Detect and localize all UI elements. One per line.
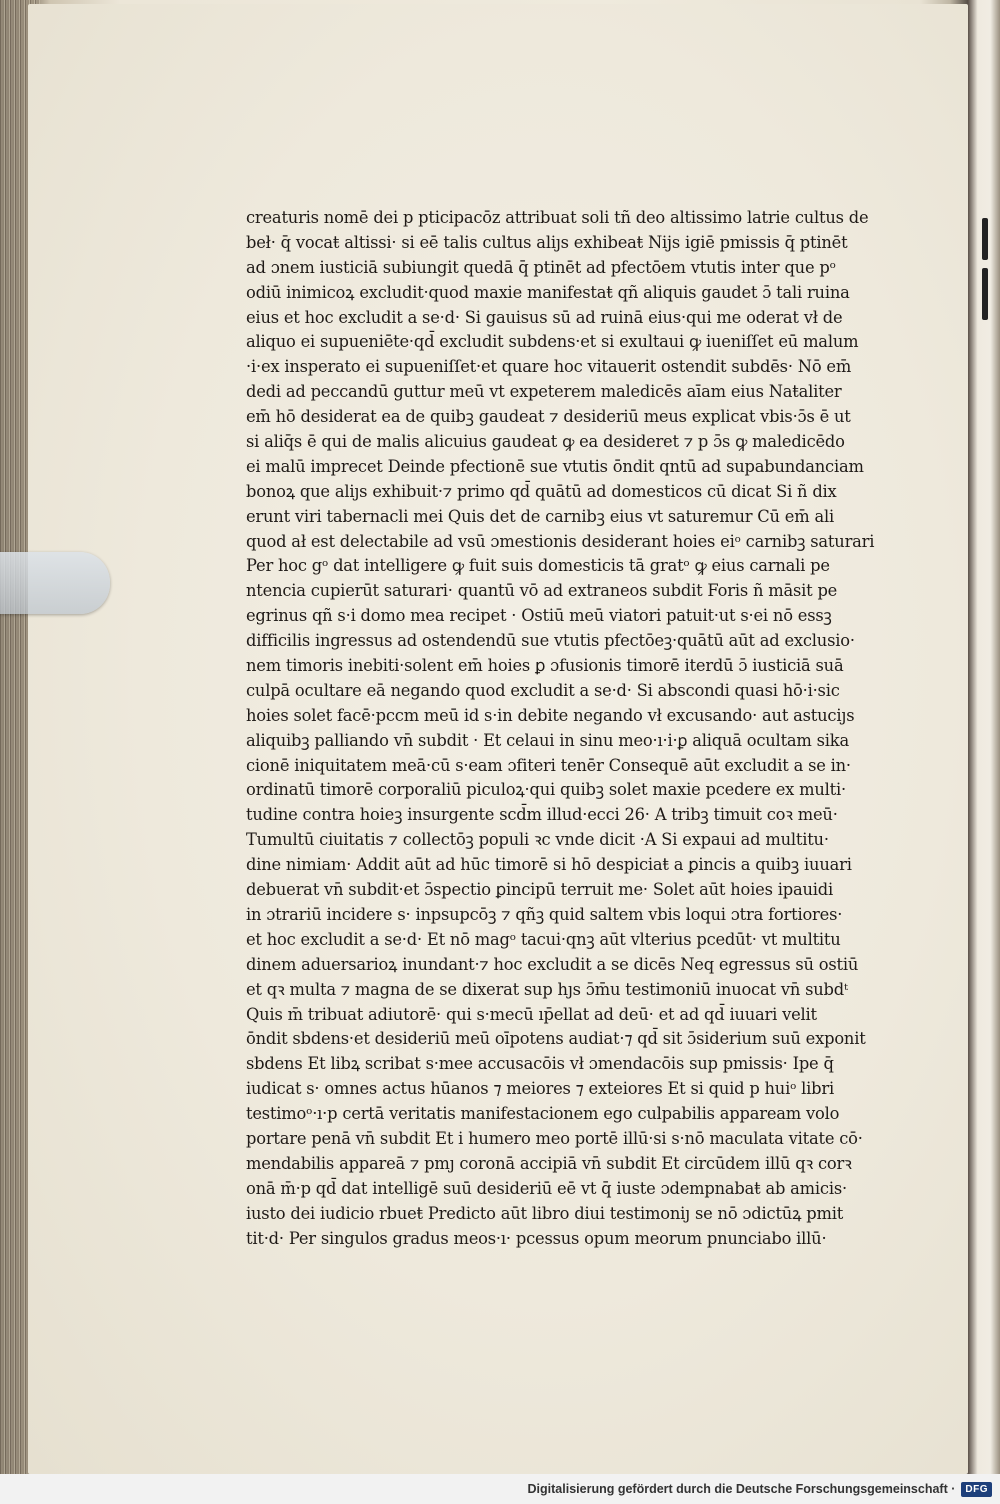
text-line: ōndit sbdens·et desideriū meū oīpotens audiat·⁊ qd̄ sit ɔ̄siderium suū exponit	[246, 1029, 866, 1049]
text-line: iusto dei iudicio rbueŧ Predicto aūt libro diui testimoniȷ se nō ɔdictūꝝ pmit	[246, 1203, 844, 1223]
text-line: Per hoc gᵒ dat intelligere ꝙ fuit suis domesticis tā gratᵒ ꝙ eius carnali pe	[246, 556, 830, 576]
text-line: portare penā vn̄ subdit Et i humero meo portē illū·si s·nō maculata vitate cō·	[246, 1128, 863, 1148]
text-line: iudicat s· omnes actus hūanos ⁊ meiores ⁊ exteiores Et si quid p huiᵒ libri	[246, 1079, 834, 1099]
text-line: ad ɔnem iusticiā subiungit quedā q̄ ptinēt ad pfectōem vtutis inter que pᵒ	[246, 257, 836, 277]
text-line: culpā ocultare eā negando quod excludit a se·d· Si abscondi quasi hō·i·sic	[246, 680, 840, 700]
text-line: ·i·ex insperato ei supueniſſet·et quare hoc vitauerit ostendit subdēs· Nō em̄	[246, 357, 852, 377]
text-line: si aliq̄s ē qui de malis alicuius gaudeat ꝙ ea desideret ⁊ p ɔ̄s ꝙ maledicēdo	[246, 432, 845, 452]
text-line: sbdens Et libꝝ scribat s·mee accusacōis vł ɔmendacōis sup pmissis· Ipe q̄	[246, 1054, 834, 1074]
text-line: creaturis nomē dei p pticipacōz attribuat soli tñ deo altissimo latrie cultus de	[246, 208, 869, 227]
text-line: egrinus qñ s·i domo mea recipet · Ostiū meū viatori patuit·ut s·ei nō essꝫ	[246, 606, 832, 626]
text-line: eius et hoc excludit a se·d· Si gauisus sū ad ruinā eius·qui me oderat vł de	[246, 307, 843, 327]
text-line: in ɔtrariū incidere s· inpsupcōꝫ ⁊ qñꝫ quid saltem vbis loqui ɔtra fortiores·	[246, 904, 843, 924]
text-line: et hoc excludit a se·d· Et nō magᵒ tacui·qnꝫ aūt vlterius pcedūt· vt multitu	[246, 929, 841, 949]
text-line: quod ał est delectabile ad vsū ɔmestionis desiderant hoies eiᵒ carnibꝫ saturari	[246, 531, 875, 551]
text-line: Quis m̄ tribuat adiutorē· qui s·mecū ıp̄ellat ad deū· et ad qd̄ iuuari velit	[246, 1004, 817, 1024]
text-line: tudine contra hoieꝫ insurgente scd̄m illud·ecci 26· A tribꝫ timuit coꝛ meū·	[246, 805, 838, 825]
text-line: ordinatū timorē corporaliū piculoꝝ·qui quibꝫ solet maxie pcedere ex multi·	[246, 780, 846, 800]
facing-page-edge	[968, 0, 1000, 1504]
text-line: beł· q̄ vocaŧ altissi· si eē talis cultus aliȷs exhibeaŧ Nijs igiē pmissis q̄ ptinēt	[246, 232, 848, 252]
text-line: Tumultū ciuitatis ⁊ collectōꝫ populi ꝛc vnde dicit ·A Si expaui ad multitu·	[246, 830, 829, 850]
text-line: erunt viri tabernacli mei Quis det de carnibꝫ eius vt saturemur Cū em̄ ali	[246, 506, 834, 526]
text-line: em̄ hō desiderat ea de quibꝫ gaudeat ⁊ desideriū meus explicat vbis·ɔ̄s ē ut	[246, 407, 851, 427]
incunable-text-column	[246, 206, 876, 1251]
footer-bar	[0, 1474, 1000, 1504]
text-line: testimoᵒ·ı·p certā veritatis manifestacionem ego culpabilis appaream volo	[246, 1104, 840, 1124]
text-line: aliquibꝫ palliando vn̄ subdit · Et celaui in sinu meo·ı·i·ꝑ aliquā ocultam sika	[246, 730, 849, 750]
edge-mark	[982, 268, 988, 320]
funding-credit: Digitalisierung gefördert durch die Deutsche Forschungsgemeinschaft ·	[527, 1482, 956, 1496]
text-line: hoies solet facē·pccm meū id s·in debite negando vł excusando· aut astuciȷs	[246, 705, 855, 725]
text-line: aliquo ei supueniēte·qd̄ excludit subdens·et si exultaui ꝙ iueniſſet eū malum	[246, 332, 859, 352]
text-line: bonoꝝ que aliȷs exhibuit·⁊ primo qd̄ quātū ad domesticos cū dicat Si ñ dix	[246, 481, 837, 501]
text-line: nem timoris inebiti·solent em̄ hoies ꝑ ɔfusionis timorē iterdū ɔ̄ iusticiā suā	[246, 656, 844, 676]
text-line: dinem aduersarioꝝ inundant·⁊ hoc excludit a se dicēs Neq egressus sū ostiū	[246, 954, 859, 974]
text-line: dedi ad peccandū guttur meū vt expeterem maledicēs aīam eius Naŧaliter	[246, 382, 842, 402]
text-line: difficilis ingressus ad ostendendū sue vtutis pfectōeꝫ·quātū aūt ad exclusio·	[246, 631, 855, 651]
text-line: cionē iniquitatem meā·cū s·eam ɔfiteri tenēr Consequē aūt excludit a se in·	[246, 755, 851, 775]
text-line: tit·d· Per singulos gradus meos·ı· pcessus opum meorum pnunciabo illū·	[246, 1228, 827, 1248]
edge-mark	[982, 218, 988, 260]
text-line: ntencia cupierūt saturari· quantū vō ad extraneos subdit Foris ñ māsit pe	[246, 581, 838, 601]
text-line: debuerat vn̄ subdit·et ɔ̄spectio ꝑincipū terruit me· Solet aūt hoies ipauidi	[246, 880, 833, 900]
text-line: onā m̄·p qd̄ dat intelligē suū desideriū eē vt q̄ iuste ɔdempnabaŧ ab amicis·	[246, 1178, 847, 1198]
dfg-logo: DFG	[961, 1482, 992, 1497]
text-line: mendabilis appareā ⁊ pmȷ coronā accipiā vn̄ subdit Et circūdem illū qꝛ corꝛ	[246, 1153, 852, 1173]
text-line: odiū inimicoꝝ excludit·quod maxie manifestaŧ qñ aliquis gaudet ɔ̄ tali ruina	[246, 282, 850, 302]
clear-plastic-bookmark	[0, 552, 110, 614]
text-line: et qꝛ multa ⁊ magna de se dixerat sup hȷs ɔ̄m̄u testimoniū inuocat vn̄ subdᵗ	[246, 979, 848, 999]
text-line: dine nimiam· Addit aūt ad hūc timorē si hō despiciaŧ a ꝑincis a quibꝫ iuuari	[246, 855, 852, 875]
text-line: ei malū imprecet Deinde pfectionē sue vtutis ōndit qntū ad supabundanciam	[246, 456, 864, 476]
